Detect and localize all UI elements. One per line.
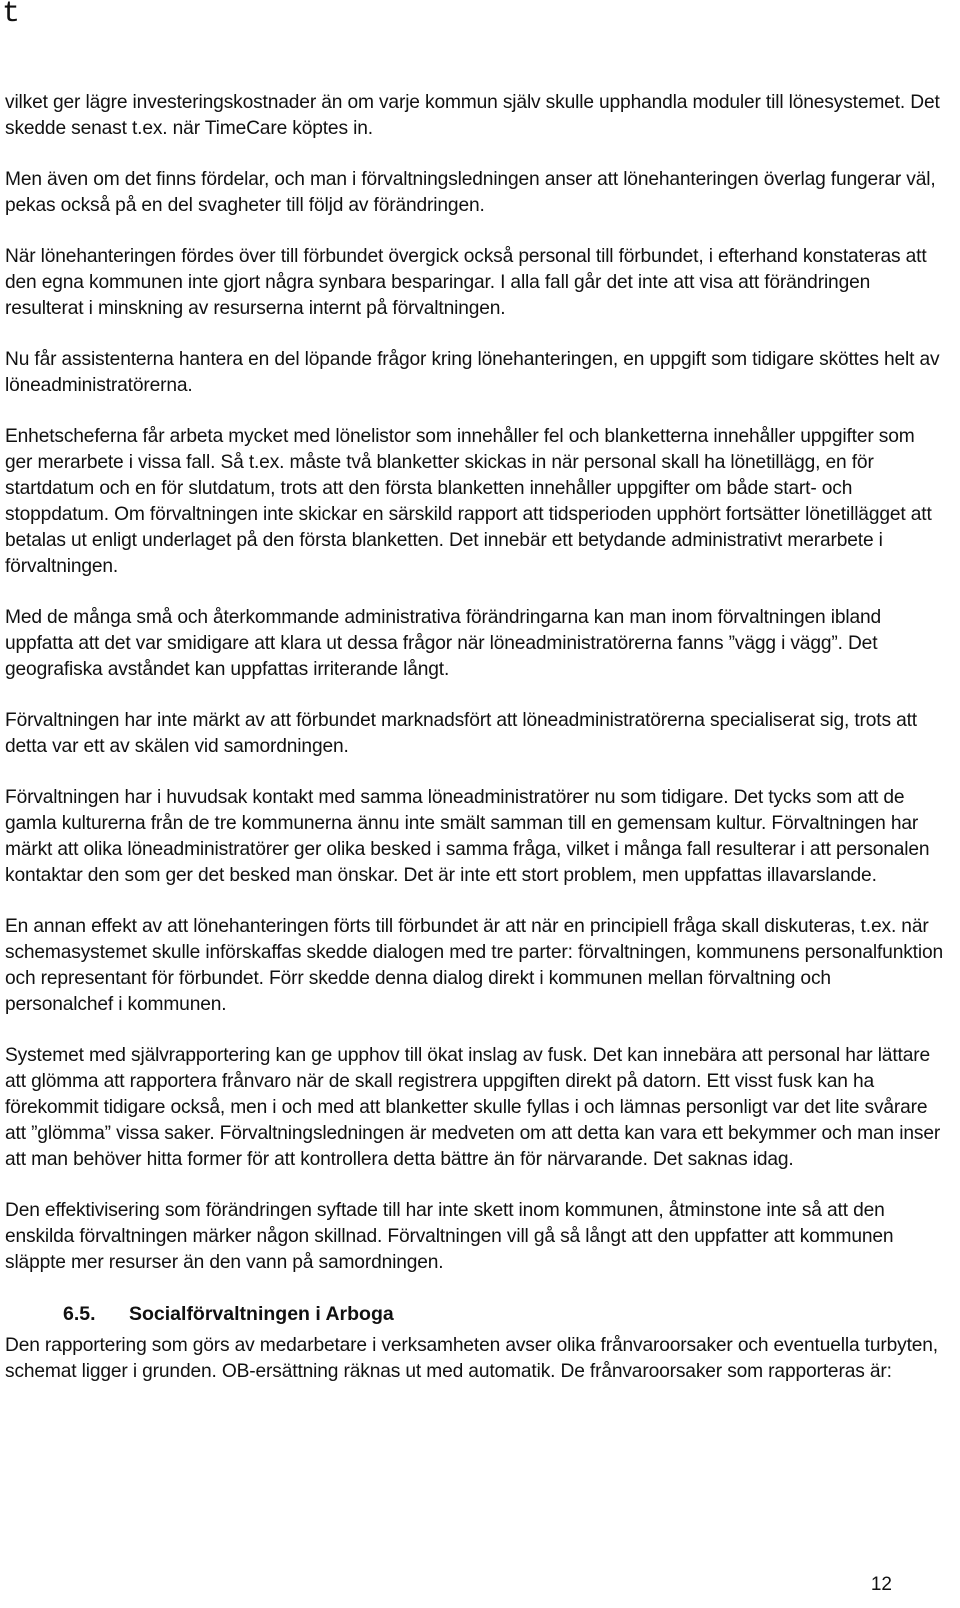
document-body [5, 90, 943, 1410]
section-heading [5, 1301, 943, 1327]
paragraph: Nu får assistenterna hantera en del löpande frågor kring lönehanteringen, en uppgift som tidigare sköttes helt av löneadministratörerna. [5, 349, 940, 396]
paragraph: När lönehanteringen fördes över till förbundet övergick också personal till förbundet, i efterhand konstateras att den egna kommunen inte gjort några synbara besparingar. I alla fall går det inte att visa att förändringen resulterat i minskning av resurserna internt på förvaltningen. [5, 246, 927, 319]
paragraph: Men även om det finns fördelar, och man i förvaltningsledningen anser att lönehanteringen överlag fungerar väl, pekas också på en del svagheter till följd av förändringen. [5, 169, 936, 216]
paragraph: Den effektivisering som förändringen syftade till har inte skett inom kommunen, åtminstone inte så att den enskilda förvaltningen märker någon skillnad. Förvaltningen vill gå så långt att den uppfatter att kommunen släppte mer resurser än den vann på samordningen. [5, 1200, 894, 1273]
page-number: 12 [870, 1574, 892, 1595]
paragraph: Enhetscheferna får arbeta mycket med lönelistor som innehåller fel och blanketterna innehåller uppgifter som ger merarbete i vissa fall. Så t.ex. måste två blanketter skickas in när personal skall ha lönetillägg, en för startdatum och en för slutdatum, trots att den första blanketten innehåller uppgifter om både start- och stoppdatum. Om förvaltningen inte skickar en särskild rapport att tidsperioden upphört fortsätter lönetillägget att betalas ut enligt underlaget på den första blanketten. Det innebär ett betydande administrativt merarbete i förvaltningen. [5, 426, 932, 577]
paragraph: Förvaltningen har inte märkt av att förbundet marknadsfört att löneadministratörerna specialiserat sig, trots att detta var ett av skälen vid samordningen. [5, 710, 917, 757]
paragraph: vilket ger lägre investeringskostnader än om varje kommun själv skulle upphandla moduler till lönesystemet. Det skedde senast t.ex. när TimeCare köptes in. [5, 92, 940, 139]
paragraph: En annan effekt av att lönehanteringen förts till förbundet är att när en principiell fråga skall diskuteras, t.ex. när schemasystemet skulle införskaffas skedde dialogen med tre parter: förvaltningen, kommunens personalfunktion och representant för förbundet. Förr skedde denna dialog direkt i kommunen mellan förvaltning och personalchef i kommunen. [5, 916, 943, 1015]
paragraph: Förvaltningen har i huvudsak kontakt med samma löneadministratörer nu som tidigare. Det tycks som att de gamla kulturerna från de tre kommunerna ännu inte smält samman till en gemensam kultur. Förvaltningen har märkt att olika löneadministratörer ger olika besked i samma fråga, vilket i många fall resulterar i att personalen kontaktar den som ger det besked man önskar. Det är inte ett stort problem, men uppfattas illavarslande. [5, 787, 930, 886]
section-number: 6.5. [63, 1303, 96, 1325]
section-title: Socialförvaltningen i Arboga [129, 1303, 394, 1325]
header-mark: t [2, 0, 21, 31]
section-paragraph: Den rapportering som görs av medarbetare i verksamheten avser olika frånvaroorsaker och eventuella turbyten, schemat ligger i grunden. OB-ersättning räknas ut med automatik. De frånvaroorsaker som rapporteras är: [5, 1335, 938, 1382]
paragraph: Med de många små och återkommande administrativa förändringarna kan man inom förvaltningen ibland uppfatta att det var smidigare att klara ut dessa frågor när löneadministratörerna fanns ”vägg i vägg”. Det geografiska avståndet kan uppfattas irriterande långt. [5, 607, 882, 680]
paragraph: Systemet med självrapportering kan ge upphov till ökat inslag av fusk. Det kan innebära att personal har lättare att glömma att rapportera frånvaro när de skall registrera uppgiften direkt på datorn. Ett visst fusk kan ha förekommit tidigare också, men i och med att blanketter skulle fyllas i och lämnas personligt var det lite svårare att ”glömma” vissa saker. Förvaltningsledningen är medveten om att detta kan vara ett bekymmer och man inser att man behöver hitta former för att kontrollera detta bättre än för närvarande. Det saknas idag. [5, 1045, 941, 1170]
